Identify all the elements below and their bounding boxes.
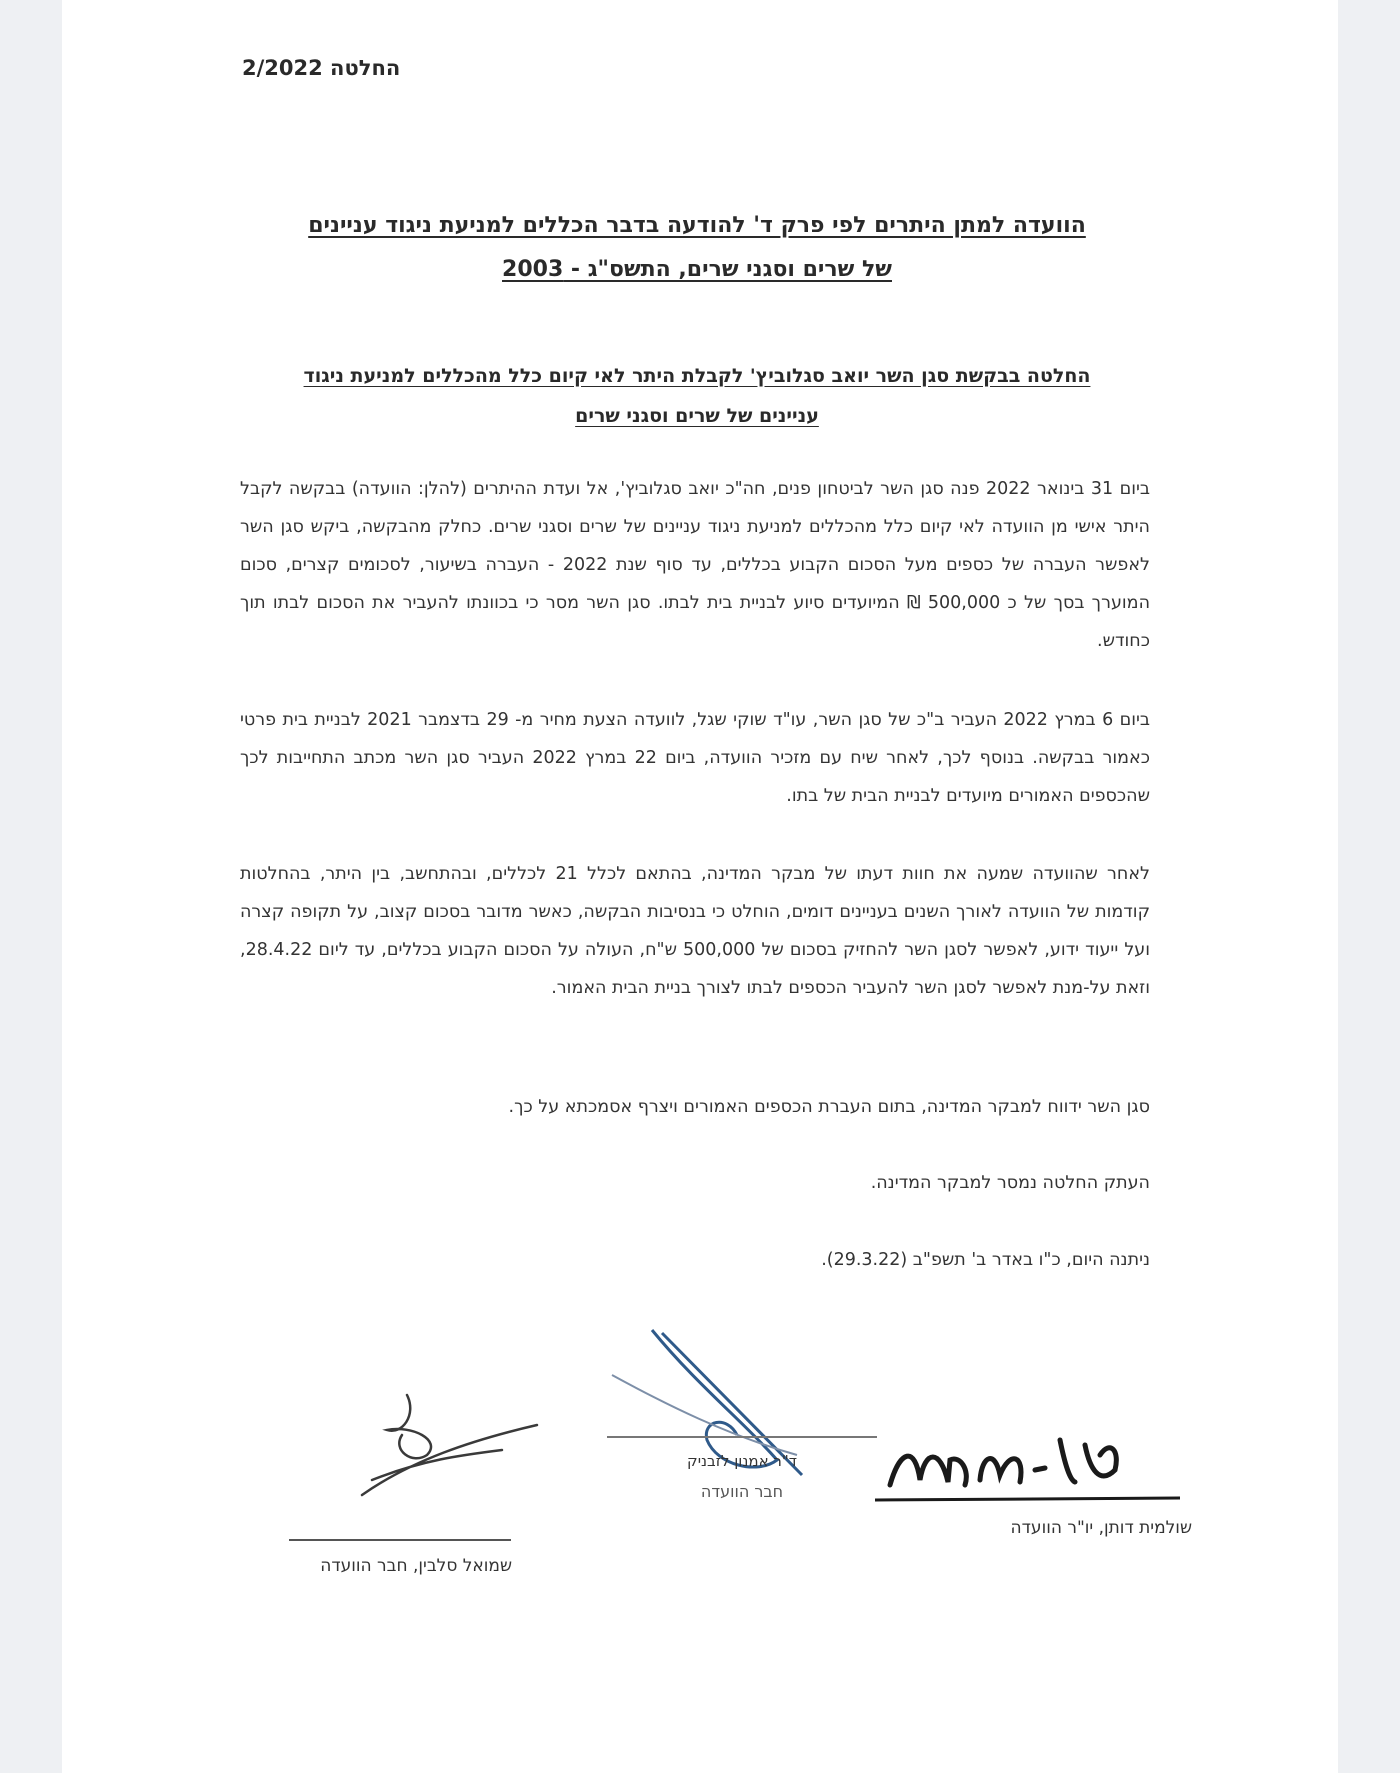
paragraph-decision: לאחר שהוועדה שמעה את חוות דעתו של מבקר המדינה, בהתאם לכלל 21 לכללים, ובהתחשב, בין היתר, בהחלטות קודמות של הוועדה לאורך השנים בעניינים דומים, הוחלט כי בנסיבות הבקשה, כאשר מדובר בסכום קצוב, על תקופה קצרה ועל ייעוד ידוע, לאפשר לסגן השר להחזיק בסכום של 500,000 ש"ח, העולה על הסכום הקבוע בכללים, עד ליום 28.4.22, וזאת על-מנת לאפשר לסגן השר להעביר הכספים לבתו לצורך בניית הבית האמור. [240, 864, 1150, 998]
signature-chair-name: שולמית דותן, יו"ר הוועדה [1010, 1518, 1192, 1538]
subtitle-line-2: עניינים של שרים וסגני שרים [575, 405, 819, 427]
paragraph-report: סגן השר ידווח למבקר המדינה, בתום העברת הכספים האמורים ויצרף אסמכתא על כך. [508, 1097, 1150, 1117]
signature-member-1-role: חבר הוועדה [700, 1482, 784, 1501]
paragraph-request: ביום 31 בינואר 2022 פנה סגן השר לביטחון פנים, חה"כ יואב סגלוביץ', אל ועדת ההיתרים (להלן: הוועדה) בבקשה לקבל היתר אישי מן הוועדה לאי קיום כלל מהכללים למניעת ניגוד עניינים של שרים וסגני שרים. כחלק מהבקשה, ביקש סגן השר לאפשר העברה של כספים מעל הסכום הקבוע בכללים, עד סוף שנת 2022 - העברה בשיעור, לסכומים קצרים, סכום המוערך בסך של כ 500,000 ₪ המיועדים סיוע לבניית בית לבתו. סגן השר מסר כי בכוונתו להעביר את הסכום לבתו תוך כחודש. [240, 479, 1150, 651]
title-line-2: של שרים וסגני שרים, התשס"ג - 2003 [502, 257, 892, 282]
document-subtitle [237, 356, 1157, 436]
title-line-1: הוועדה למתן היתרים לפי פרק ד' להודעה בדבר הכללים למניעת ניגוד עניינים [308, 213, 1086, 238]
signature-member-1-name: ד"ר אמנון לזבניק [687, 1452, 797, 1470]
paragraph-copy: העתק החלטה נמסר למבקר המדינה. [870, 1173, 1150, 1193]
document-page [62, 0, 1338, 1773]
document-title [237, 204, 1157, 292]
signature-chair-image [870, 1410, 1190, 1520]
paragraph-date: ניתנה היום, כ"ו באדר ב' תשפ"ב (29.3.22). [821, 1250, 1150, 1270]
subtitle-line-1: החלטה בבקשת סגן השר יואב סגלוביץ' לקבלת היתר לאי קיום כלל מהכללים למניעת ניגוד [303, 365, 1091, 387]
paragraph-supporting-docs: ביום 6 במרץ 2022 העביר ב"כ של סגן השר, עו"ד שוקי שגל, לוועדה הצעת מחיר מ- 29 בדצמבר 2021 לבניית בית פרטי כאמור בבקשה. בנוסף לכך, לאחר שיח עם מזכיר הוועדה, ביום 22 במרץ 2022 העביר סגן השר מכתב התחייבות לכך שהכספים האמורים מיועדים לבניית הבית של בתו. [240, 710, 1151, 806]
signature-member-2-name: שמואל סלבין, חבר הוועדה [320, 1556, 512, 1576]
signature-member-2-image [332, 1380, 552, 1510]
signature-member-2-line [289, 1539, 511, 1541]
decision-number: החלטה 2/2022 [242, 56, 401, 80]
